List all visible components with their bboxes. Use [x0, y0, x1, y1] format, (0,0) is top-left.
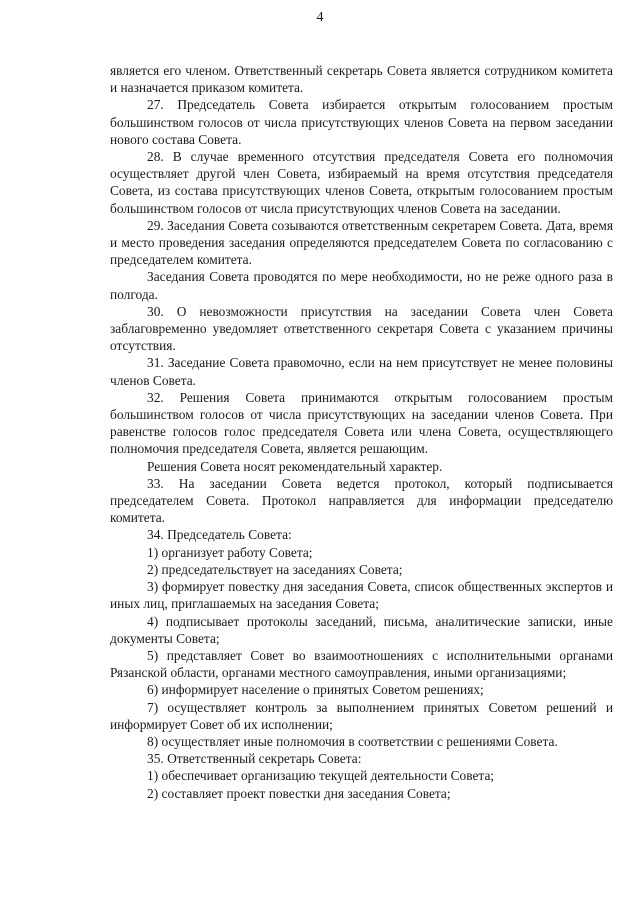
list-item: 8) осуществляет иные полномочия в соответствии с решениями Совета. — [147, 733, 558, 749]
list-item: 2) составляет проект повестки дня заседания Совета; — [147, 785, 451, 801]
paragraph: 31. Заседание Совета правомочно, если на нем присутствует не менее половины членов Совета. — [110, 355, 613, 388]
paragraph: 27. Председатель Совета избирается открытым голосованием простым большинством голосов от числа присутствующих членов Совета на первом заседании нового состава Совета. — [110, 97, 613, 147]
paragraph: 30. О невозможности присутствия на заседании Совета член Совета заблаговременно уведомляет ответственного секретаря Совета с указанием причины отсутствия. — [110, 303, 613, 354]
list-item: 2) председательствует на заседаниях Совета; — [147, 561, 403, 577]
list-item: 6) информирует население о принятых Советом решениях; — [147, 682, 484, 698]
paragraph: Заседания Совета проводятся по мере необходимости, но не реже одного раза в полгода. — [110, 269, 613, 302]
paragraph: 28. В случае временного отсутствия председателя Совета его полномочия осуществляет другой член Совета, избираемый на время отсутствия председателя Совета, из состава присутствующих членов Совета, открытым голосованием простым большинством голосов от числа присутствующих членов Совета на заседании. — [110, 149, 613, 216]
list-item: 1) обеспечивает организацию текущей деятельности Совета; — [147, 768, 495, 784]
paragraph: является его членом. Ответственный секретарь Совета является сотрудником комитета и назначается приказом комитета. — [110, 63, 613, 96]
list-item: 7) осуществляет контроль за выполнением принятых Советом решений и информирует Совет об их исполнении; — [110, 699, 613, 732]
list-heading: 35. Ответственный секретарь Совета: — [147, 751, 362, 767]
list-item: 3) формирует повестку дня заседания Совета, список общественных экспертов и иных лиц, приглашаемых на заседания Совета; — [110, 579, 613, 612]
paragraph: 33. На заседании Совета ведется протокол, который подписывается председателем Совета. Протокол направляется для информации председателю комитета. — [110, 475, 613, 526]
list-item: 1) организует работу Совета; — [147, 544, 313, 560]
page-number: 4 — [316, 10, 324, 25]
list-item: 5) представляет Совет во взаимоотношениях с исполнительными органами Рязанской области, органами местного самоуправления, иными организациями; — [110, 647, 613, 681]
paragraph: 29. Заседания Совета созываются ответственным секретарем Совета. Дата, время и место проведения заседания определяются председателем Совета по согласованию с председателем комитета. — [110, 217, 613, 268]
document-body — [110, 62, 613, 802]
paragraph: 32. Решения Совета принимаются открытым голосованием простым большинством голосов от числа присутствующих на заседании членов Совета. При равенстве голосов голос председателя Совета или члена Совета, осуществляющего полномочия председателя Совета, является решающим. — [110, 389, 613, 457]
list-heading: 34. Председатель Совета: — [147, 527, 292, 543]
paragraph: Решения Совета носят рекомендательный характер. — [147, 458, 443, 474]
list-item: 4) подписывает протоколы заседаний, письма, аналитические записки, иные документы Совета; — [110, 613, 613, 646]
